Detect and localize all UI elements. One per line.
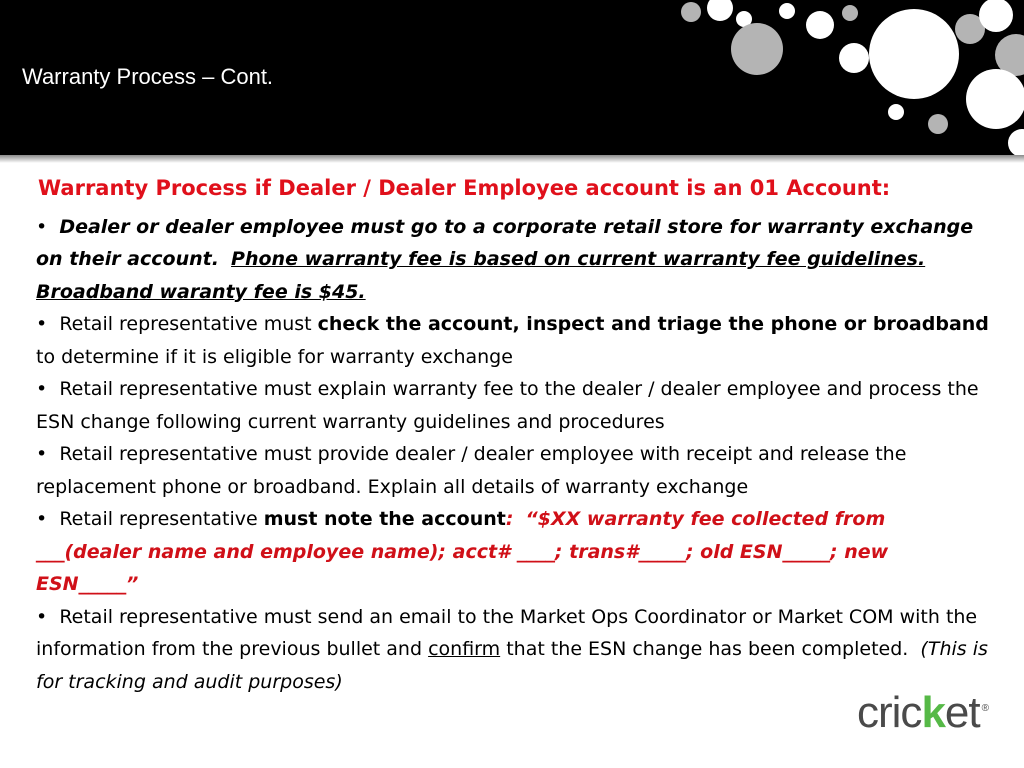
bullet-item	[36, 438, 996, 503]
slide-body	[36, 172, 996, 698]
bullet-symbol: •	[36, 443, 48, 465]
bullet-symbol: •	[36, 313, 48, 335]
bullet-1-text: Dealer or dealer employee must go to a corporate retail store for warranty exchange on their account.	[36, 215, 974, 270]
bullet-6-note: (This is for tracking and audit purposes)	[36, 638, 988, 693]
bullet-item	[36, 211, 996, 309]
bullet-1-fee-text: Phone warranty fee is based on current warranty fee guidelines. Broadband waranty fee is $45.	[36, 248, 926, 303]
bullet-item	[36, 308, 996, 373]
logo-letter-k: k	[921, 688, 945, 737]
logo-text-start: cric	[857, 688, 922, 737]
bullet-6-confirm: confirm	[428, 638, 501, 660]
bullet-5-note-template: “$XX warranty fee collected from ___(dealer name and employee name); acct# ____; trans#_____; old ESN_____; new ESN_____”	[36, 508, 889, 595]
bullet-item	[36, 503, 996, 601]
bullet-4-text: Retail representative must provide dealer / dealer employee with receipt and release the replacement phone or broadband. Explain all details of warranty exchange	[36, 443, 907, 498]
header-bar	[0, 0, 1024, 155]
bullet-2-bold: check the account, inspect and triage the phone or broadband	[317, 313, 989, 335]
bullet-symbol: •	[36, 215, 48, 238]
bullet-symbol: •	[36, 378, 48, 400]
bullet-5-prefix: Retail representative	[59, 508, 258, 530]
bullet-2-prefix: Retail representative must	[59, 313, 312, 335]
bullet-6-prefix: Retail representative must send an email to the Market Ops Coordinator or Market COM with the information from the previous bullet and	[36, 605, 978, 660]
registered-mark: ®	[981, 703, 988, 714]
cricket-logo	[857, 688, 988, 738]
bullet-symbol: •	[36, 605, 48, 628]
logo-text-end: et	[944, 688, 980, 737]
bullet-item	[36, 373, 996, 438]
bullet-5-colon: :	[505, 508, 514, 530]
bullet-item	[36, 601, 996, 699]
bullet-2-suffix: to determine if it is eligible for warranty exchange	[36, 345, 513, 368]
bullet-3-text: Retail representative must explain warranty fee to the dealer / dealer employee and process the ESN change following current warranty guidelines and procedures	[36, 378, 979, 433]
slide-title: Warranty Process – Cont.	[22, 64, 274, 89]
bullet-5-bold: must note the account	[263, 508, 506, 530]
section-heading: Warranty Process if Dealer / Dealer Employee account is an 01 Account:	[38, 176, 891, 200]
header-shadow	[0, 155, 1024, 163]
bullet-symbol: •	[36, 508, 48, 530]
bullet-6-suffix: that the ESN change has been completed.	[506, 638, 909, 660]
